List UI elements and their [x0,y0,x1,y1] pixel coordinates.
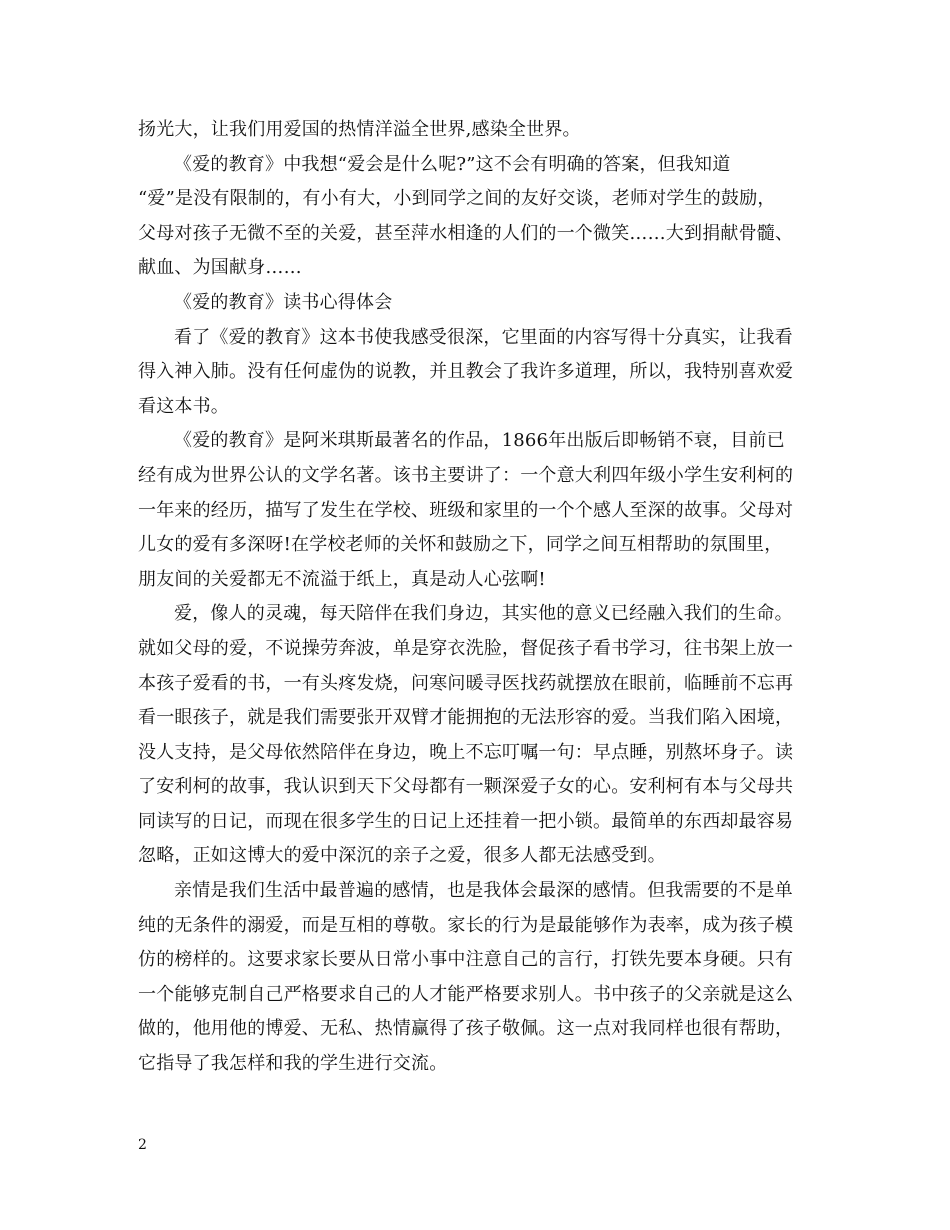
text-line: 看了《爱的教育》这本书使我感受很深，它里面的内容写得十分真实，让我看 [174,326,793,348]
text-line: 儿女的爱有多深呀!在学校老师的关怀和鼓励之下，同学之间互相帮助的氛围里， [138,534,783,556]
text-line: 纯的无条件的溺爱，而是互相的尊敬。家长的行为是最能够作为表率，成为孩子模 [138,914,794,936]
text-line: 它指导了我怎样和我的学生进行交流。 [138,1053,448,1075]
text-line: 了安利柯的故事，我认识到天下父母都有一颗深爱子女的心。安利柯有本与父母共 [138,776,794,798]
text-line: 本孩子爱看的书，一有头疼发烧，问寒问暖寻医找药就摆放在眼前，临睡前不忘再 [138,672,794,694]
text-line: 一个能够克制自己严格要求自己的人才能严格要求别人。书中孩子的父亲就是这么 [138,983,794,1005]
body-text [138,113,814,1082]
text-line: 做的，他用他的博爱、无私、热情赢得了孩子敬佩。这一点对我同样也很有帮助， [138,1018,794,1040]
text-line: 《爱的教育》中我想“爱会是什么呢?”这不会有明确的答案，但我知道 [174,153,731,175]
text-line: 爱，像人的灵魂，每天陪伴在我们身边，其实他的意义已经融入我们的生命。 [174,603,793,625]
text-line: 得入神入肺。没有任何虚伪的说教，并且教会了我许多道理，所以，我特别喜欢爱 [138,361,794,383]
text-line: 没人支持，是父母依然陪伴在身边，晚上不忘叮嘱一句：早点睡，别熬坏身子。读 [138,741,794,763]
text-line: “爱”是没有限制的，有小有大，小到同学之间的友好交谈，老师对学生的鼓励， [138,188,776,210]
text-line: 亲情是我们生活中最普遍的感情，也是我体会最深的感情。但我需要的不是单 [174,880,793,902]
text-line: 一年来的经历，描写了发生在学校、班级和家里的一个个感人至深的故事。父母对 [138,499,794,521]
page-number: 2 [138,1137,147,1153]
text-line: 父母对孩子无微不至的关爱，甚至萍水相逢的人们的一个微笑……大到捐献骨髓、 [138,222,794,244]
text-line: 忽略，正如这博大的爱中深沉的亲子之爱，很多人都无法感受到。 [138,845,666,867]
text-line: 仿的榜样的。这要求家长要从日常小事中注意自己的言行，打铁先要本身硬。只有 [138,949,794,971]
text-line: 看这本书。 [138,395,229,417]
text-line: 《爱的教育》读书心得体会 [174,291,393,313]
text-line: 就如父母的爱，不说操劳奔波，单是穿衣洗脸，督促孩子看书学习，往书架上放一 [138,637,794,659]
text-line: 献血、为国献身…… [138,257,302,279]
text-line: 经有成为世界公认的文学名著。该书主要讲了：一个意大利四年级小学生安利柯的 [138,464,794,486]
text-line: 《爱的教育》是阿米琪斯最著名的作品，1866年出版后即畅销不衰，目前已 [174,430,785,452]
text-line: 看一眼孩子，就是我们需要张开双臂才能拥抱的无法形容的爱。当我们陷入困境， [138,707,794,729]
text-line: 同读写的日记，而现在很多学生的日记上还挂着一把小锁。最简单的东西却最容易 [138,810,794,832]
text-line: 扬光大，让我们用爱国的热情洋溢全世界,感染全世界。 [138,119,581,140]
text-line: 朋友间的关爱都无不流溢于纸上，真是动人心弦啊! [138,568,546,590]
